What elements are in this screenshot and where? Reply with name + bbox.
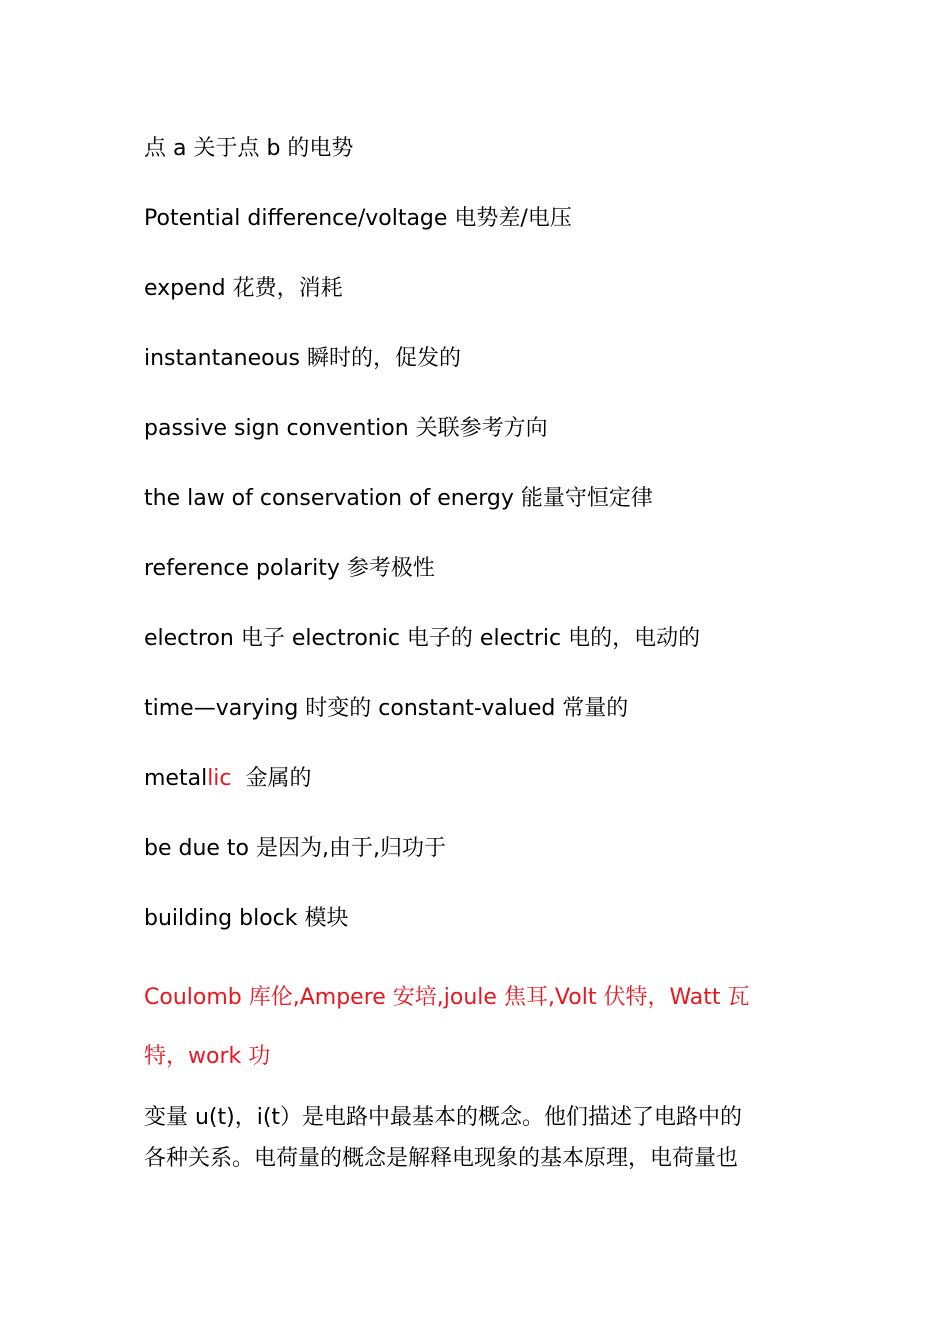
body-paragraph [144,1097,804,1179]
vocab-line-potential-difference: Potential difference/voltage 电势差/电压 [144,206,572,231]
vocabulary-list [144,130,804,970]
metallic-highlight: lic [207,766,232,791]
vocab-line-time-varying: time—varying 时变的 constant-valued 常量的 [144,696,629,721]
vocab-line-conservation-of-energy: the law of conservation of energy 能量守恒定律 [144,486,653,511]
vocab-line-expend: expend 花费，消耗 [144,276,343,301]
vocab-line-building-block: building block 模块 [144,906,349,931]
vocab-line-reference-polarity: reference polarity 参考极性 [144,556,435,581]
vocab-line-be-due-to: be due to 是因为,由于,归功于 [144,836,446,861]
units-line-2: 特，work 功 [144,1044,271,1069]
vocab-line-electron: electron 电子 electronic 电子的 electric 电的，电动的 [144,626,701,651]
vocab-line-metallic [144,760,804,830]
vocab-line-instantaneous: instantaneous 瞬时的，促发的 [144,346,462,371]
vocab-line-passive-sign-convention: passive sign convention 关联参考方向 [144,416,548,441]
units-paragraph [144,968,804,1086]
body-line-1: 变量 u(t)，i(t）是电路中最基本的概念。他们描述了电路中的 [144,1105,743,1130]
units-line-1: Coulomb 库伦,Ampere 安培,joule 焦耳,Volt 伏特，Watt 瓦 [144,985,750,1010]
metallic-prefix: metal [144,766,208,791]
body-line-2: 各种关系。电荷量的概念是解释电现象的基本原理，电荷量也 [144,1146,739,1171]
vocab-line-potential-at-point: 点 a 关于点 b 的电势 [144,136,354,161]
metallic-translation: 金属的 [231,766,312,791]
